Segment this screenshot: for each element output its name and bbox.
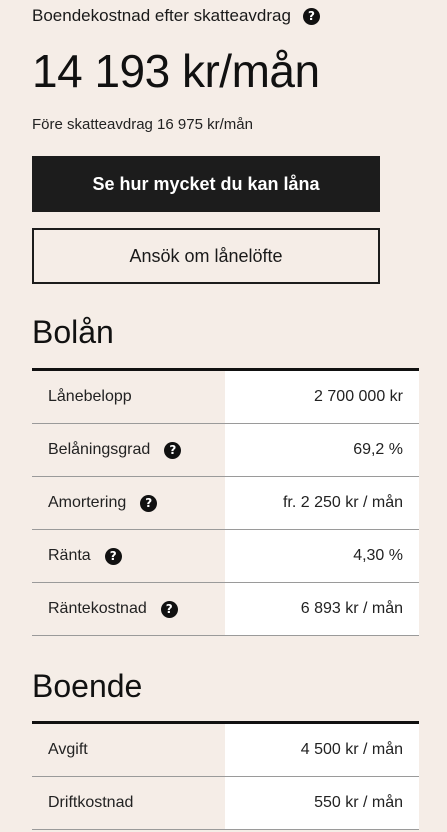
table-row [32, 424, 419, 477]
loan-table [32, 368, 419, 636]
before-tax-amount: Före skatteavdrag 16 975 kr/mån [32, 116, 253, 133]
row-label-interest-cost: Räntekostnad [48, 600, 147, 617]
row-value-loan-to-value: 69,2 % [225, 424, 419, 476]
cost-label-row [32, 6, 320, 26]
housing-table [32, 721, 419, 830]
row-value-fee: 4 500 kr / mån [225, 724, 419, 776]
table-row [32, 477, 419, 530]
monthly-cost-amount: 14 193 kr/mån [32, 45, 320, 97]
table-row [32, 583, 419, 636]
help-icon[interactable]: ? [164, 442, 181, 459]
row-label-fee: Avgift [48, 741, 88, 758]
loan-section-title: Bolån [32, 314, 114, 350]
row-label-amortization: Amortering [48, 494, 127, 511]
table-row [32, 724, 419, 777]
table-row [32, 530, 419, 583]
row-value-interest-rate: 4,30 % [225, 530, 419, 582]
row-value-interest-cost: 6 893 kr / mån [225, 583, 419, 635]
row-label-loan-to-value: Belåningsgrad [48, 441, 151, 458]
cost-label: Boendekostnad efter skatteavdrag [32, 6, 291, 25]
row-value-amortization: fr. 2 250 kr / mån [225, 477, 419, 529]
housing-section-title: Boende [32, 668, 143, 704]
row-label-loan-amount: Lånebelopp [48, 388, 132, 405]
table-row [32, 371, 419, 424]
help-icon[interactable]: ? [161, 601, 178, 618]
row-value-loan-amount: 2 700 000 kr [225, 371, 419, 423]
apply-for-loan-promise-button[interactable]: Ansök om lånelöfte [32, 228, 380, 284]
help-icon[interactable]: ? [303, 8, 320, 25]
table-row [32, 777, 419, 830]
row-value-operating-cost: 550 kr / mån [225, 777, 419, 829]
row-label-operating-cost: Driftkostnad [48, 794, 134, 811]
help-icon[interactable]: ? [140, 495, 157, 512]
row-label-interest-rate: Ränta [48, 547, 91, 564]
help-icon[interactable]: ? [105, 548, 122, 565]
see-how-much-you-can-borrow-button[interactable]: Se hur mycket du kan låna [32, 156, 380, 212]
